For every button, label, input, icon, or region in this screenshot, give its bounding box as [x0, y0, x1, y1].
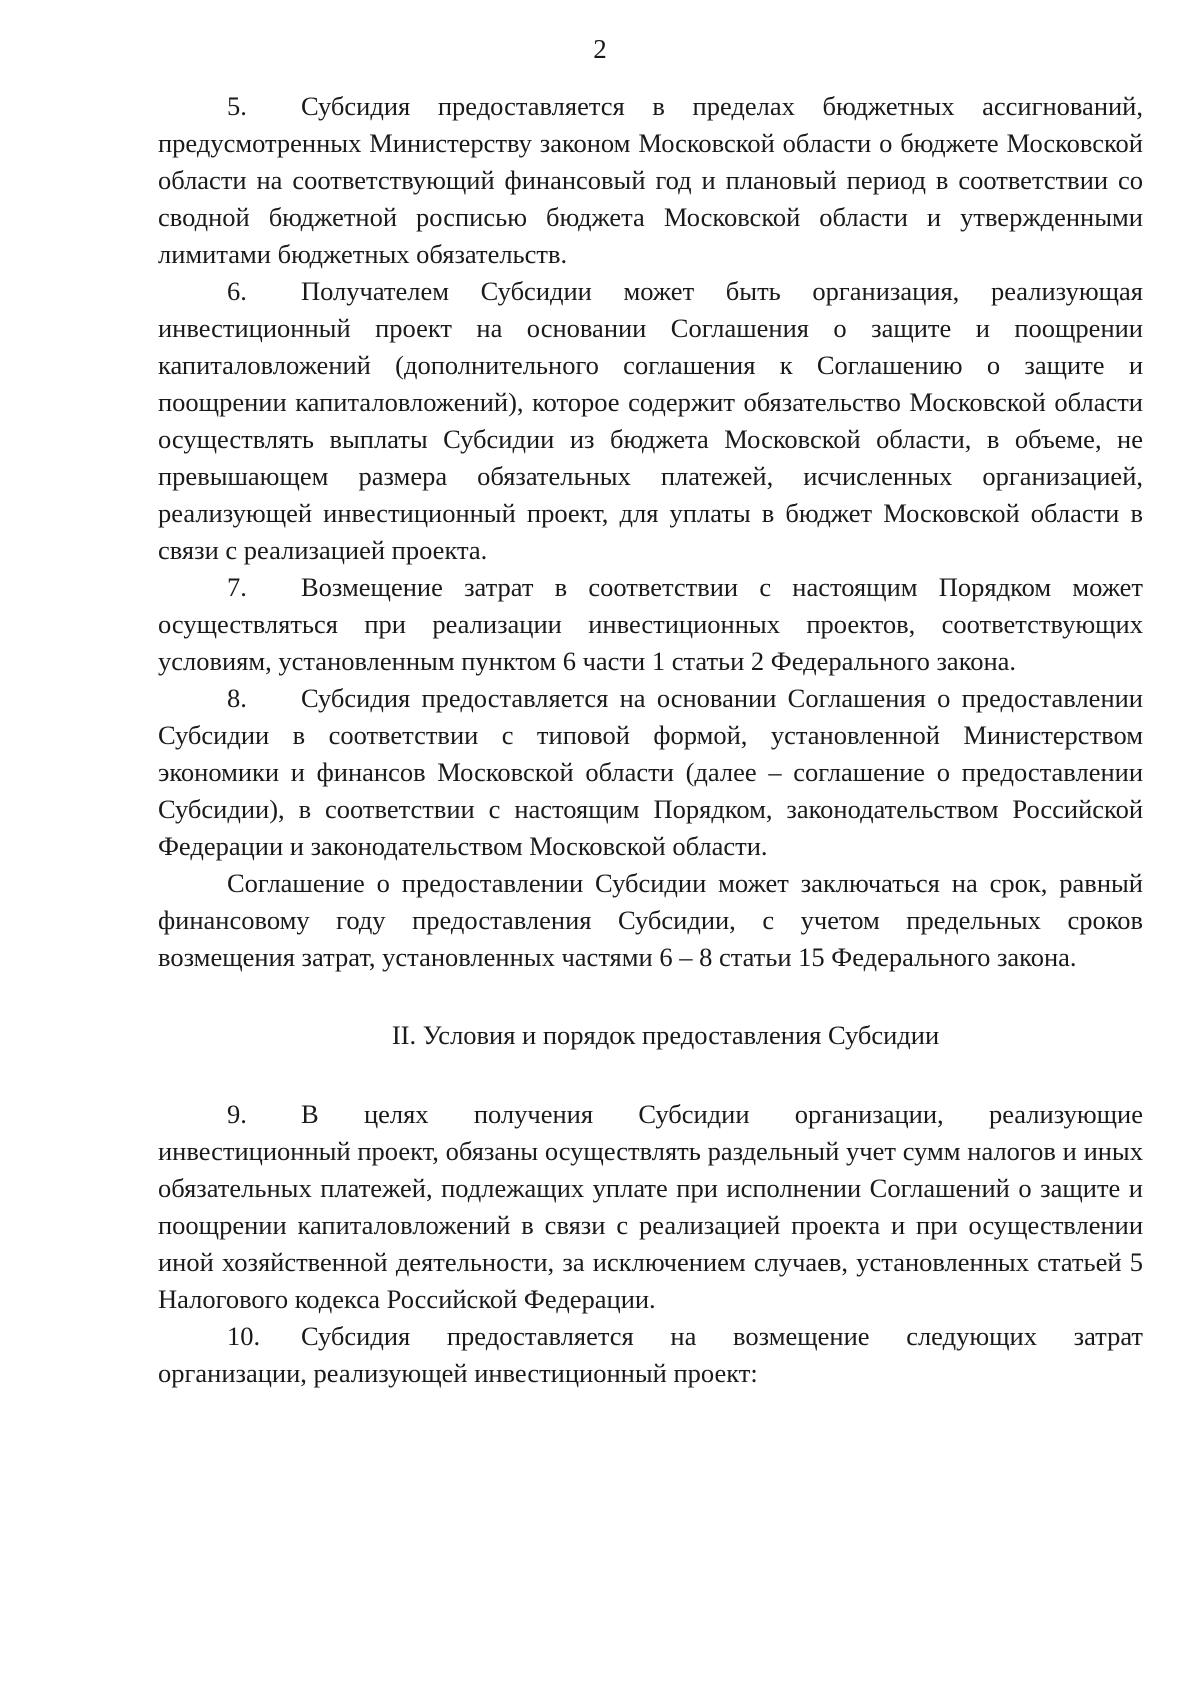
paragraph-text: Возмещение затрат в соответствии с настоящим Порядком может осуществляться при реализации инвестиционных проектов, соответствующих условиям, установленным пунктом 6 части 1 статьи 2 Федерального закона.	[158, 572, 1143, 676]
paragraph-text: Субсидия предоставляется на основании Соглашения о предоставлении Субсидии в соответствии с типовой формой, установленной Министерством экономики и финансов Московской области (далее – соглашение о предоставлении Субсидии), в соответствии с настоящим Порядком, законодательством Российской Федерации и законодательством Московской области.	[158, 683, 1143, 861]
paragraph-5	[158, 88, 1143, 273]
page-number: 2	[593, 34, 607, 64]
paragraph-text: Субсидия предоставляется в пределах бюджетных ассигнований, предусмотренных Министерству законом Московской области о бюджете Московской области на соответствующий финансовый год и плановый период в соответствии со сводной бюджетной росписью бюджета Московской области и утвержденными лимитами бюджетных обязательств.	[158, 91, 1143, 269]
paragraph-7	[158, 569, 1143, 680]
paragraph-text: В целях получения Субсидии организации, реализующие инвестиционный проект, обязаны осуществлять раздельный учет сумм налогов и иных обязательных платежей, подлежащих уплате при исполнении Соглашений о защите и поощрении капиталовложений в связи с реализацией проекта и при осуществлении иной хозяйственной деятельности, за исключением случаев, установленных статьей 5 Налогового кодекса Российской Федерации.	[158, 1099, 1143, 1314]
paragraph-number: 9.	[227, 1099, 247, 1129]
paragraph-text: Соглашение о предоставлении Субсидии может заключаться на срок, равный финансовому году предоставления Субсидии, с учетом предельных сроков возмещения затрат, установленных частями 6 – 8 статьи 15 Федерального закона.	[158, 868, 1143, 972]
paragraph-9	[158, 1096, 1143, 1318]
paragraph-number: 6.	[227, 276, 247, 306]
paragraph-number: 10.	[227, 1321, 261, 1351]
paragraph-8-continued	[158, 865, 1143, 976]
paragraph-number: 7.	[227, 572, 247, 602]
paragraph-number: 8.	[227, 683, 247, 713]
paragraph-8	[158, 680, 1143, 865]
paragraph-10	[158, 1318, 1143, 1392]
section-heading: II. Условия и порядок предоставления Субсидии	[391, 1020, 940, 1050]
paragraph-text: Субсидия предоставляется на возмещение следующих затрат организации, реализующей инвестиционный проект:	[158, 1321, 1143, 1388]
paragraph-number: 5.	[227, 91, 247, 121]
document-body	[158, 88, 1143, 1392]
paragraph-6	[158, 273, 1143, 569]
paragraph-text: Получателем Субсидии может быть организация, реализующая инвестиционный проект на основании Соглашения о защите и поощрении капиталовложений (дополнительного соглашения к Соглашению о защите и поощрении капиталовложений), которое содержит обязательство Московской области осуществлять выплаты Субсидии из бюджета Московской области, в объеме, не превышающем размера обязательных платежей, исчисленных организацией, реализующей инвестиционный проект, для уплаты в бюджет Московской области в связи с реализацией проекта.	[158, 276, 1143, 565]
